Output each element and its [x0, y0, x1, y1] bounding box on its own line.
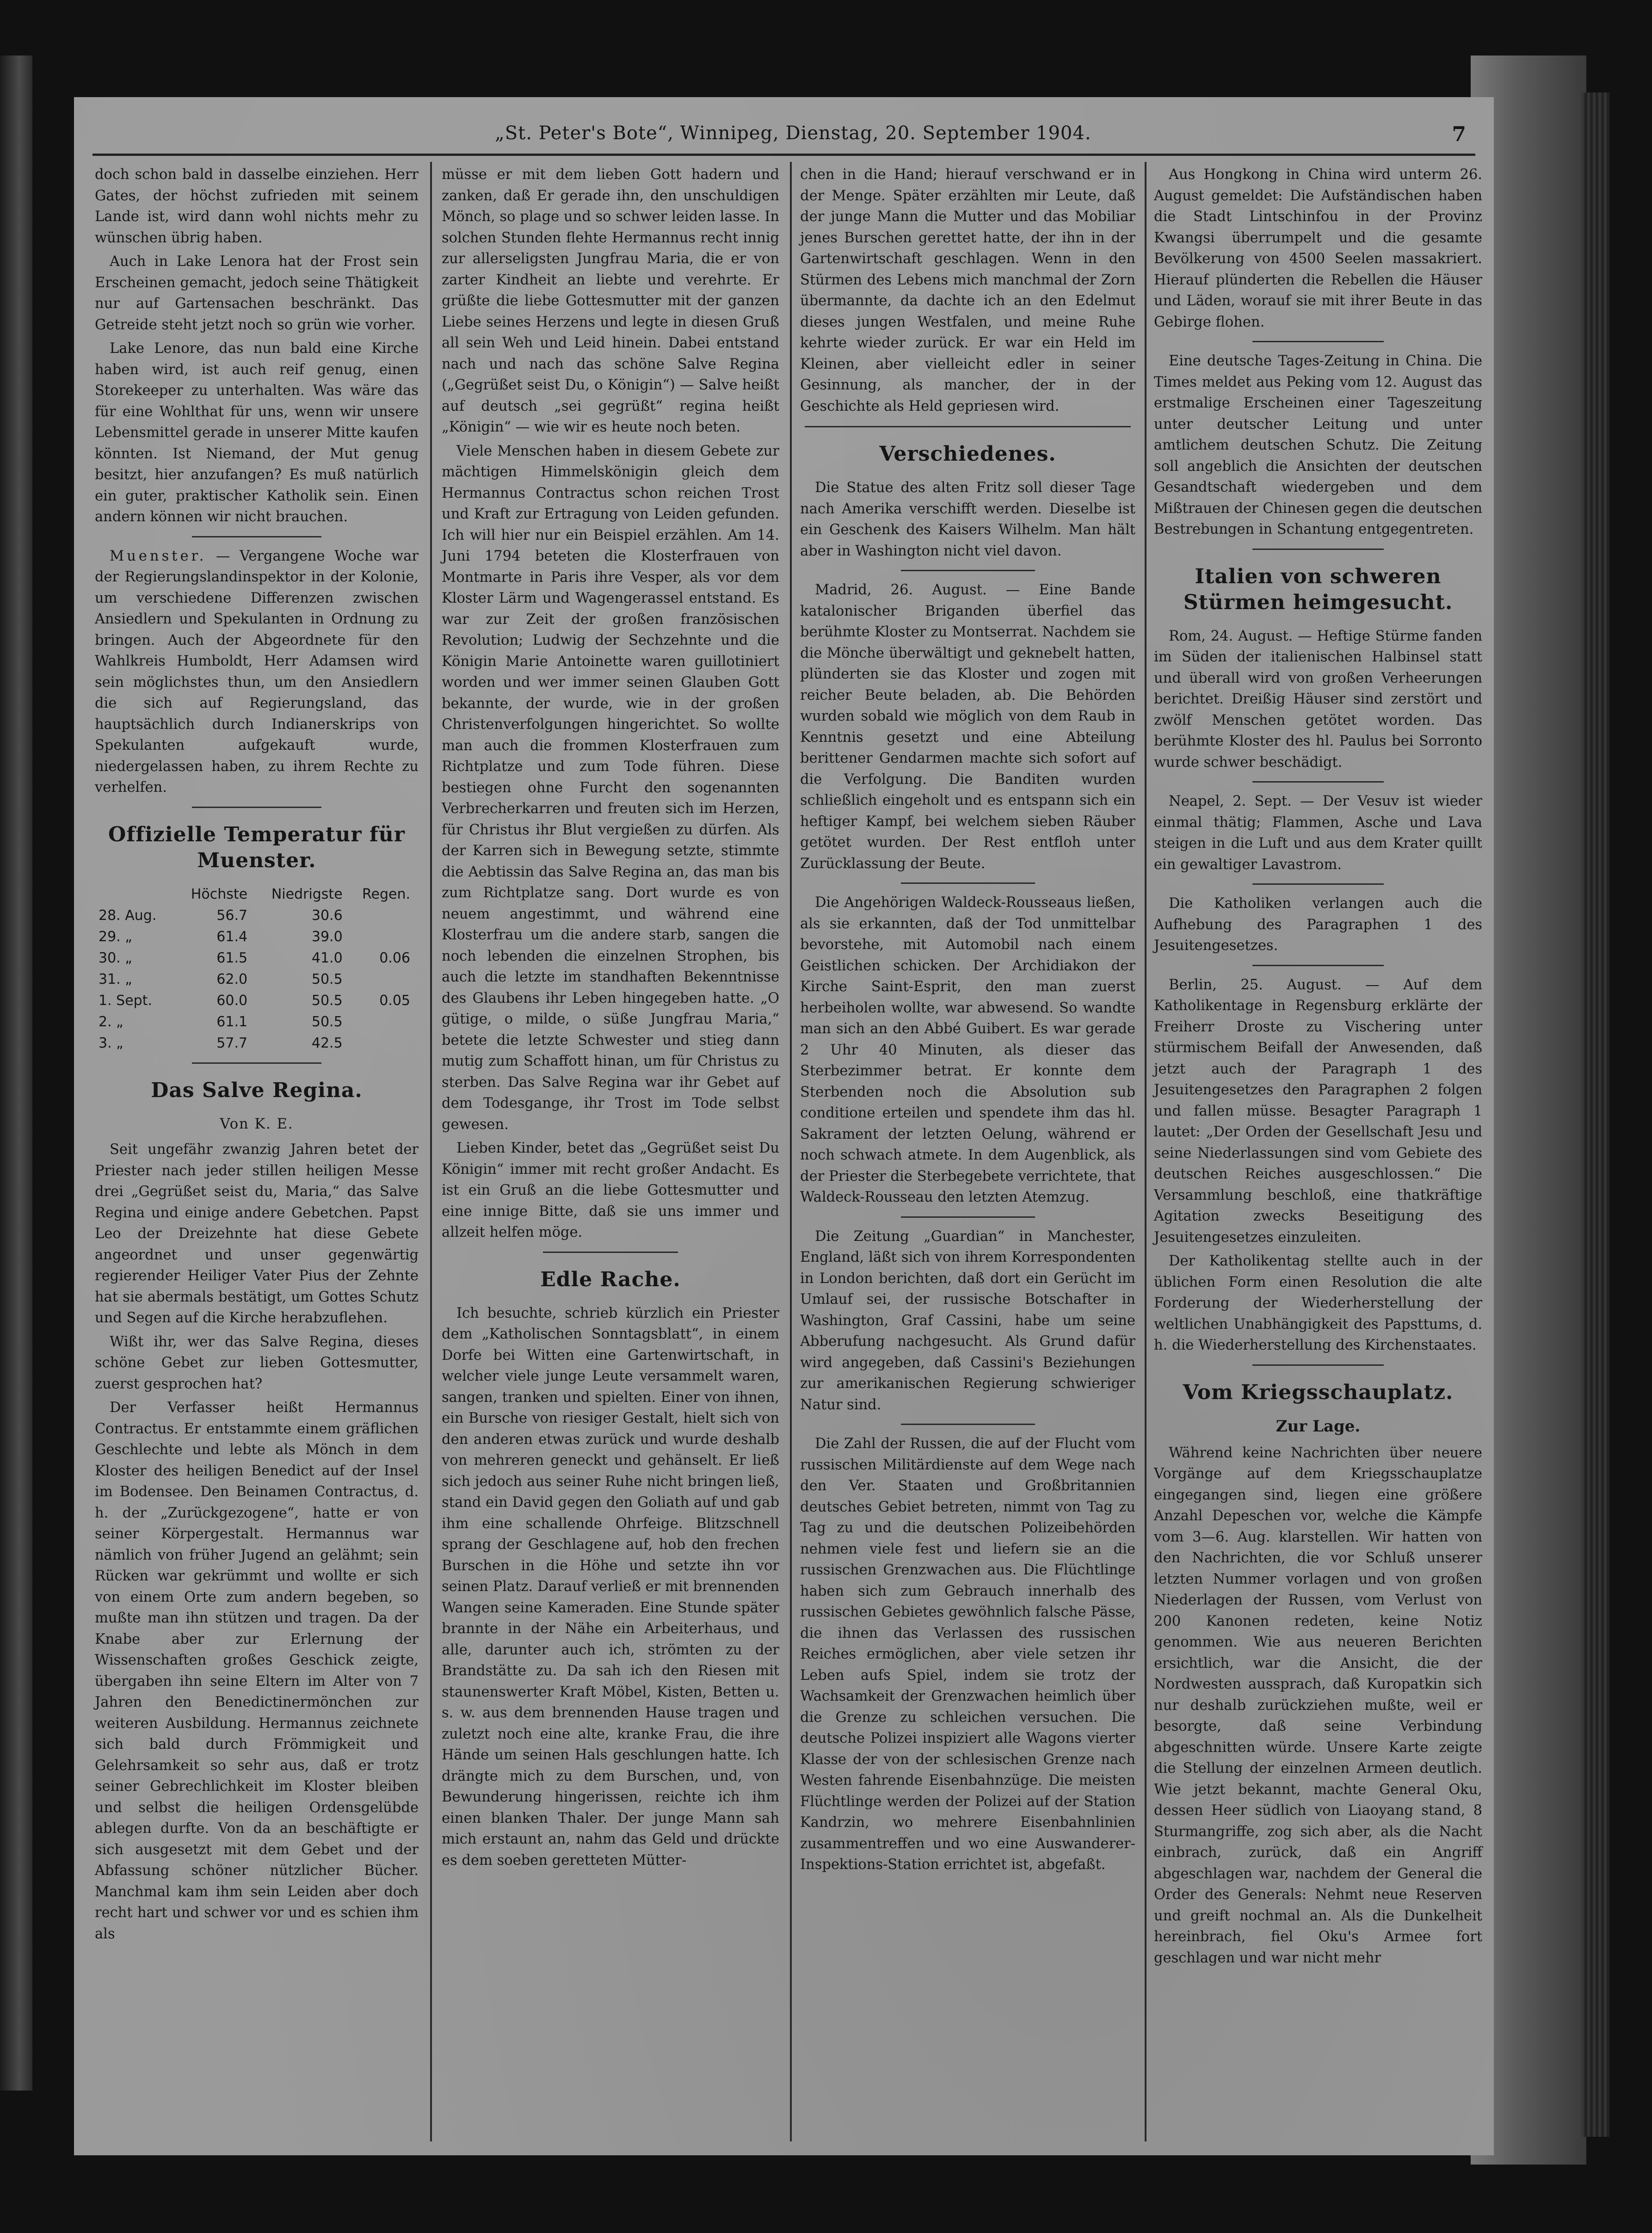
column-header: Niedrigste: [271, 886, 343, 902]
article-paragraph: Ich besuchte, schrieb kürzlich ein Priester dem „Katholischen Sonntagsblatt“, in einem Dorfe bei Witten eine Gartenwirtschaft, in welcher viele junge Leute versammelt waren, sangen, tranken und spielten. Einer von ihnen, ein Bursche von riesiger Gestalt, hielt sich von den anderen etwas zurück und wurde deshalb von mehreren geneckt und gehänselt. Er ließ sich jedoch aus seiner Ruhe nicht bringen ließ, stand ein David gegen den Goliath auf und gab ihm eine schallende Ohrfeige. Blitzschnell sprang der Geschlagene auf, hob den frechen Burschen in die Höhe und setzte ihn vor seinen Platz. Darauf verließ er mit brennenden Wangen seine Kameraden. Eine Stunde später brannte in der Nähe ein Arbeiterhaus, und alle, darunter auch ich, strömten zu der Brandstätte zu. Da sah ich den Riesen mit staunenswerter Kraft Möbel, Kisten, Betten u. s. w. aus dem brennenden Hause tragen und zuletzt noch eine alte, kranke Frau, die ihre Hände um seinen Hals geschlungen hatte. Ich drängte mich zu dem Burschen, und, von Bewunderung hingerissen, reichte ich ihm einen blanken Thaler. Der junge Mann sah mich erstaunt an, nahm das Geld und drückte es dem soeben geretteten Mütter-: [442, 1305, 779, 1869]
table-row: [95, 1012, 419, 1033]
table-row: [95, 905, 419, 926]
separator: [1252, 883, 1384, 885]
facing-page-edge: [0, 56, 32, 2091]
table-cell: 29. „: [99, 928, 132, 945]
separator: [901, 570, 1035, 571]
separator: [901, 882, 1035, 884]
article-paragraph: Wißt ihr, wer das Salve Regina, dieses schöne Gebet zur lieben Gottesmutter, zuerst gesprochen hat?: [95, 1333, 419, 1392]
temperature-heading: Offizielle Temperatur für Muenster.: [108, 822, 405, 872]
column-rule-3: [1145, 162, 1147, 2141]
table-row: [95, 926, 419, 948]
table-cell: 50.5: [311, 1013, 343, 1030]
zur-lage-subheading: Zur Lage.: [1276, 1417, 1361, 1436]
page-header: [92, 123, 1475, 155]
column-header: Regen.: [362, 886, 410, 902]
article-paragraph: müsse er mit dem lieben Gott hadern und zanken, daß Er gerade ihn, den unschuldigen Mönch, so plage und so schwer leiden lasse. In solchen Stunden flehte Hermannus recht innig zur allerseligsten Jungfrau Maria, die er von zarter Kindheit an liebte und verehrte. Er grüßte die liebe Gottesmutter mit der ganzen Liebe seines Herzens und legte in diesen Gruß all sein Weh und Leid hinein. Dabei entstand nach und nach das schöne Salve Regina („Gegrüßet seist Du, o Königin“) — Salve heißt auf deutsch „sei gegrüßt“ regina heißt „Königin“ — wie wir es heute noch beten.: [442, 167, 779, 435]
table-cell: 41.0: [311, 950, 343, 966]
article-paragraph: Neapel, 2. Sept. — Der Vesuv ist wieder einmal thätig; Flammen, Asche und Lava steigen in die Luft und aus dem Krater quillt ein gewaltiger Lavastrom.: [1154, 793, 1482, 873]
table-cell: [351, 905, 419, 926]
article-paragraph: Lieben Kinder, betet das „Gegrüßet seist Du Königin“ immer mit recht großer Andacht. Es ist ein Gruß an die liebe Gottesmutter und eine innige Bitte, daß sie uns immer und allzeit helfen möge.: [442, 1140, 779, 1240]
dateline: Muenster.: [110, 548, 207, 564]
table-cell: [351, 1012, 419, 1033]
article-paragraph: Die Angehörigen Waldeck-Rousseaus ließen, als sie erkannten, daß der Tod unmittelbar bevorstehe, mit Automobil nach einem Geistlichen schicken. Der Archidiakon der Kirche Saint-Esprit, den man zuerst herbeiholen wollte, war abwesend. So wandte man sich an den Abbé Guibert. Es war gerade 2 Uhr 40 Minuten, als dieser das Sterbezimmer betrat. Er konnte dem Sterbenden noch die Absolution sub conditione erteilen und spendete ihm das hl. Sakrament der letzten Oelung, während er noch schwach atmete. In dem Augenblick, als der Priester die Sterbegebete verrichtete, that Waldeck-Rousseau den letzten Atemzug.: [800, 894, 1135, 1205]
column-2: [442, 164, 779, 1874]
article-paragraph: Während keine Nachrichten über neuere Vorgänge auf dem Kriegsschauplatze eingegangen sind, liegen eine größere Anzahl Depeschen vor, welche die Kämpfe vom 3—6. Aug. klarstellen. Wir hatten von den Nachrichten, die vor Schluß unserer letzten Nummer vorlagen und von großen Niederlagen der Russen, vom Verlust von 200 Kanonen redeten, keine Notiz genommen. Wie aus neueren Berichten ersichtlich, war die Ansicht, die der Nordwesten aussprach, daß Kuropatkin sich nur deshalb zurückziehen mußte, weil er besorgte, daß seine Verbindung abgeschnitten würde. Unsere Karte zeigte die Stellung der einzelnen Armeen deutlich. Wie jetzt bekannt, machte General Oku, dessen Heer südlich von Liaoyang stand, 8 Sturmangriffe, zog sich aber, als die Nacht einbrach, zurück, daß ein Angriff abgeschlagen war, nachdem der General die Order des Generals: Nehmt neue Reserven und greift nochmal an. Als die Dunkelheit hereinbrach, fiel Oku's Armee fort geschlagen und war nicht mehr: [1154, 1444, 1482, 1966]
table-cell: 61.5: [216, 950, 248, 966]
newspaper-page: [74, 97, 1494, 2155]
table-cell: 30. „: [99, 950, 132, 966]
table-row: [95, 948, 419, 969]
column-header: [95, 884, 178, 905]
article-paragraph: Der Verfasser heißt Hermannus Contractus. Er entstammte einem gräflichen Geschlechte und lebte als Mönch in dem Kloster des heiligen Benedict auf der Insel im Bodensee. Den Beinamen Contractus, d. h. der „Zurückgezogene“, hatte er von seiner Körpergestalt. Hermannus war nämlich von früher Jugend an gelähmt; sein Rücken war gekrümmt und wollte er sich von einem Orte zum andern begeben, so mußte man ihn stützen und tragen. Da der Knabe aber zur Erlernung der Wissenschaften großes Geschick zeigte, übergaben ihn seine Eltern im Alter von 7 Jahren den Benedictinermönchen zur weiteren Ausbildung. Hermannus zeichnete sich bald durch Frömmigkeit und Gelehrsamkeit so sehr aus, daß er trotz seiner Gebrechlichkeit im Kloster bleiben und selbst die heiligen Ordensgelübde ablegen durfte. Von da an beschäftigte er sich ausgesetzt mit dem Gebet und der Abfassung schöner nützlicher Bücher. Manchmal kam ihm sein Leiden aber doch recht hart und schwer vor und es schien ihm als: [95, 1400, 419, 1942]
table-cell: 61.1: [216, 1013, 248, 1030]
separator: [901, 1216, 1035, 1218]
table-cell: 57.7: [216, 1035, 248, 1051]
kriegsschauplatz-heading: Vom Kriegsschauplatz.: [1183, 1380, 1454, 1404]
separator: [543, 1252, 678, 1253]
table-row: [95, 1033, 419, 1054]
separator: [192, 807, 321, 808]
table-cell: 39.0: [311, 928, 343, 945]
separator: [1252, 781, 1384, 783]
article-paragraph: Die Katholiken verlangen auch die Aufhebung des Paragraphen 1 des Jesuitengesetzes.: [1154, 895, 1482, 954]
article-paragraph: Seit ungefähr zwanzig Jahren betet der Priester nach jeder stillen heiligen Messe drei „Gegrüßet seist du, Maria,“ das Salve Regina und einige andere Gebetchen. Papst Leo der Dreizehnte hat diese Gebete angeordnet und unser gegenwärtig regierender Heiliger Vater Pius der Zehnte hat sie abermals bestätigt, um Gottes Schutz und Segen auf die Kirche herabzuflehen.: [95, 1141, 419, 1326]
article-paragraph: Der Katholikentag stellte auch in der üblichen Form einen Resolution die alte Forderung der Wiederherstellung der weltlichen Unabhängigkeit des Papsttums, d. h. die Wiederherstellung des Kirchenstaates.: [1154, 1253, 1482, 1353]
separator: [1252, 965, 1384, 966]
column-1: [95, 164, 419, 1947]
separator: [1252, 341, 1384, 342]
table-header-row: [95, 884, 419, 905]
article-paragraph: chen in die Hand; hierauf verschwand er in der Menge. Später erzählten mir Leute, daß der junge Mann die Mutter und das Mobiliar jenes Burschen gerettet hatte, der ihn in der Gartenwirtschaft geschlagen. Wenn in den Stürmen des Lebens mich manchmal der Zorn übermannte, da dachte ich an den Edelmut dieses jungen Westfalen, und meine Ruhe kehrte wieder zurück. Er war ein Held im Kleinen, aber vielleicht edler in seiner Gesinnung, als mancher, der in der Geschichte als Held gepriesen wird.: [800, 167, 1135, 414]
byline: Von K. E.: [220, 1116, 294, 1132]
table-cell: 28. Aug.: [99, 907, 157, 924]
table-cell: 56.7: [216, 907, 248, 924]
article-paragraph: Madrid, 26. August. — Eine Bande katalonischer Briganden überfiel das berühmte Kloster zu Montserrat. Nachdem sie die Mönche überwältigt und geknebelt hatten, plünderten sie das Kloster und zogen mit reicher Beute beladen, ab. Die Behörden wurden sobald wie möglich von dem Raub in Kenntnis gesetzt und eine Abteilung berittener Gendarmen machte sich sofort auf die Verfolgung. Die Banditen wurden schließlich eingeholt und es entspann sich ein heftiger Kampf, bei welchem sieben Räuber getötet wurden. Der Rest entfloh unter Zurücklassung der Beute.: [800, 582, 1135, 872]
muenster-paragraph: [95, 546, 419, 798]
separator: [901, 1424, 1035, 1425]
table-cell: 62.0: [216, 971, 248, 987]
table-cell: 50.5: [311, 992, 343, 1009]
article-paragraph: Lake Lenore, das nun bald eine Kirche haben wird, ist auch reif genug, einen Storekeeper zu unterhalten. Was wäre das für eine Wohlthat für uns, wenn wir unsere Lebensmittel gerade in unserer Mitte kaufen könnten. Ist Niemand, der Mut genug besitzt, hier anzufangen? Es muß natürlich ein guter, praktischer Katholik sein. Einen andern können wir nicht brauchen.: [95, 340, 419, 525]
italien-heading: Italien von schweren Stürmen heimgesucht.: [1183, 564, 1453, 614]
article-paragraph: Die Zeitung „Guardian“ in Manchester, England, läßt sich von ihrem Korrespondenten in London berichten, daß dort ein Gerücht im Umlauf sei, der russische Botschafter in Washington, Graf Cassini, habe um seine Abberufung nachgesucht. Als Grund dafür wird angegeben, daß Cassini's Beziehungen zur amerikanischen Regierung schwieriger Natur sind.: [800, 1228, 1135, 1413]
table-cell: 60.0: [216, 992, 248, 1009]
table-cell: 42.5: [311, 1035, 343, 1051]
table-cell: 0.05: [379, 992, 410, 1009]
separator: [1252, 1364, 1384, 1366]
table-cell: 1. Sept.: [99, 992, 153, 1009]
table-cell: 2. „: [99, 1013, 123, 1030]
verschiedenes-heading: Verschiedenes.: [879, 442, 1056, 466]
article-paragraph: Die Statue des alten Fritz soll dieser Tage nach Amerika verschifft werden. Dieselbe ist ein Geschenk des Kaisers Wilhelm. Man hält aber in Washington nicht viel davon.: [800, 480, 1135, 559]
article-paragraph: Die Zahl der Russen, die auf der Flucht vom russischen Militärdienste auf dem Wege nach den Ver. Staaten und Großbritannien deutsches Gebiet betreten, nimmt von Tag zu Tag zu und die deutschen Polizeibehörden nehmen viele fest und liefern sie an die russischen Grenzwachen aus. Die Flüchtlinge haben sich zum Gebrauch innerhalb des russischen Gebietes gewöhnlich falsche Pässe, die ihnen das Verlassen des russischen Reiches ermöglichen, aber viele setzen ihr Leben aufs Spiel, indem sie trotz der Wachsamkeit der Grenzwachen heimlich über die Grenze zu schleichen versuchen. Die deutsche Polizei inspiziert alle Wagons vierter Klasse der von der schlesischen Grenze nach Westen fahrende Eisenbahnzüge. Die meisten Flüchtlinge werden der Polizei auf der Station Kandrzin, wo mehrere Eisenbahnlinien zusammentreffen und wo eine Auswanderer-Inspektions-Station errichtet ist, abgefaßt.: [800, 1436, 1135, 1873]
edle-rache-heading: Edle Rache.: [540, 1267, 681, 1291]
column-4: [1154, 164, 1482, 1971]
page-stack-edge: [1582, 93, 1609, 2137]
table-cell: 30.6: [311, 907, 343, 924]
article-paragraph: Berlin, 25. August. — Auf dem Katholikentage in Regensburg erklärte der Freiherr Droste zu Vischering unter stürmischem Beifall der Anwesenden, daß jetzt auch der Paragraph 1 des Jesuitengesetzes den Paragraphen 2 folgen und fallen müsse. Besagter Paragraph 1 lautet: „Der Orden der Gesellschaft Jesu und seine Niederlassungen sind vom Gebiete des deutschen Reiches ausgeschlossen.“ Die Versammlung beschloß, eine thatkräftige Agitation zwecks Beseitigung des Jesuitengesetzes einzuleiten.: [1154, 976, 1482, 1246]
separator: [192, 536, 321, 537]
article-paragraph: Eine deutsche Tages-Zeitung in China. Die Times meldet aus Peking vom 12. August das erstmalige Erscheinen einer Tageszeitung unter deutscher Leitung und unter amtlichem deutschen Schutz. Die Zeitung soll angeblich die Ansichten der deutschen Gesandtschaft wiedergeben und dem Mißtrauen der Chinesen gegen die deutschen Bestrebungen in Schantung entgegentreten.: [1154, 353, 1482, 537]
article-paragraph: Auch in Lake Lenora hat der Frost sein Erscheinen gemacht, jedoch seine Thätigkeit nur auf Gartensachen beschränkt. Das Getreide steht jetzt noch so grün wie vorher.: [95, 253, 419, 333]
article-text: — Vergangene Woche war der Regierungslandinspektor in der Kolonie, um verschiedene Differenzen zwischen Ansiedlern und Spekulanten in Ordnung zu bringen. Auch der Abgeordnete für den Wahlkreis Humboldt, Herr Adamsen wird sein möglichstes thun, um den Ansiedlern die sich auf Regierungsland, das hauptsächlich durch Indianerskrips von Spekulanten aufgekauft wurde, niedergelassen haben, zu ihrem Rechte zu verhelfen.: [95, 548, 419, 796]
article-paragraph: Viele Menschen haben in diesem Gebete zur mächtigen Himmelskönigin gleich dem Hermannus Contractus schon reichen Trost und Kraft zur Ertragung von Leiden gefunden. Ich will hier nur ein Beispiel erzählen. Am 14. Juni 1794 beteten die Klosterfrauen von Montmarte in Paris ihre Vesper, als vor dem Kloster Lärm und Wagengerassel entstand. Es war zur Zeit der großen französischen Revolution; Ludwig der Sechzehnte und die Königin Marie Antoinette waren guillotiniert worden und wer immer seinen Glauben Gott bekannte, der wurde, wie in der großen Christenverfolgungen hingerichtet. So wollte man auch die frommen Klosterfrauen zum Richtplatze und zum Tode führen. Diese bestiegen ohne Furcht den sogenannten Verbrecherkarren und freuten sich im Herzen, für Christus ihr Blut vergießen zu dürfen. Als der Karren sich in Bewegung setzte, stimmte die Aebtissin das Salve Regina an, das man bis zum Richtplatze sang. Dort wurde es von neuem angestimmt, und während eine Klosterfrau um die andere starb, sangen die noch lebenden die einzelnen Strophen, bis auch die letzte im standhaften Bekenntnisse des Glaubens ihr Leben hingegeben hatte. „O gütige, o milde, o süße Jungfrau Maria,“ betete die letzte Schwester und stieg dann mutig zum Schaffott hinan, um für Christus zu sterben. Das Salve Regina war ihr Gebet auf dem Todesgange, ihr Trost im Tode selbst gewesen.: [442, 443, 779, 1133]
article-paragraph: Rom, 24. August. — Heftige Stürme fanden im Süden der italienischen Halbinsel statt und überall wird von großen Verheerungen berichtet. Dreißig Häuser sind zerstört und zwölf Menschen getötet worden. Das berühmte Kloster des hl. Paulus bei Sorronto wurde schwer beschädigt.: [1154, 628, 1482, 771]
salve-regina-heading: Das Salve Regina.: [151, 1078, 363, 1102]
table-cell: 50.5: [311, 971, 343, 987]
column-rule-1: [430, 162, 432, 2141]
table-cell: 31. „: [99, 971, 132, 987]
separator: [1252, 549, 1384, 550]
table-row: [95, 990, 419, 1012]
table-row: [95, 969, 419, 990]
header-rule: [92, 154, 1475, 156]
article-paragraph: Aus Hongkong in China wird unterm 26. August gemeldet: Die Aufständischen haben die Stadt Lintschinfou in der Provinz Kwangsi überrumpelt und die gesamte Bevölkerung von 4500 Seelen massakriert. Hierauf plünderten die Rebellen die Häuser und Läden, worauf sie mit ihrer Beute in das Gebirge flohen.: [1154, 167, 1482, 330]
separator: [192, 1062, 321, 1064]
table-cell: [351, 1033, 419, 1054]
page-number: 7: [1452, 123, 1466, 146]
column-rule-2: [790, 162, 792, 2141]
column-header: Höchste: [191, 886, 248, 902]
column-3: [800, 164, 1135, 1878]
table-cell: 0.06: [379, 950, 410, 966]
table-cell: [351, 969, 419, 990]
table-cell: 61.4: [216, 928, 248, 945]
table-cell: 3. „: [99, 1035, 123, 1051]
temperature-table: [95, 884, 419, 1054]
separator: [805, 426, 1131, 427]
table-cell: [351, 926, 419, 948]
article-paragraph: doch schon bald in dasselbe einziehen. Herr Gates, der höchst zufrieden mit seinem Lande ist, wird dann wohl nichts mehr zu wünschen übrig haben.: [95, 167, 419, 246]
masthead-line: „St. Peter's Bote“, Winnipeg, Dienstag, 20. September 1904.: [495, 123, 1091, 144]
